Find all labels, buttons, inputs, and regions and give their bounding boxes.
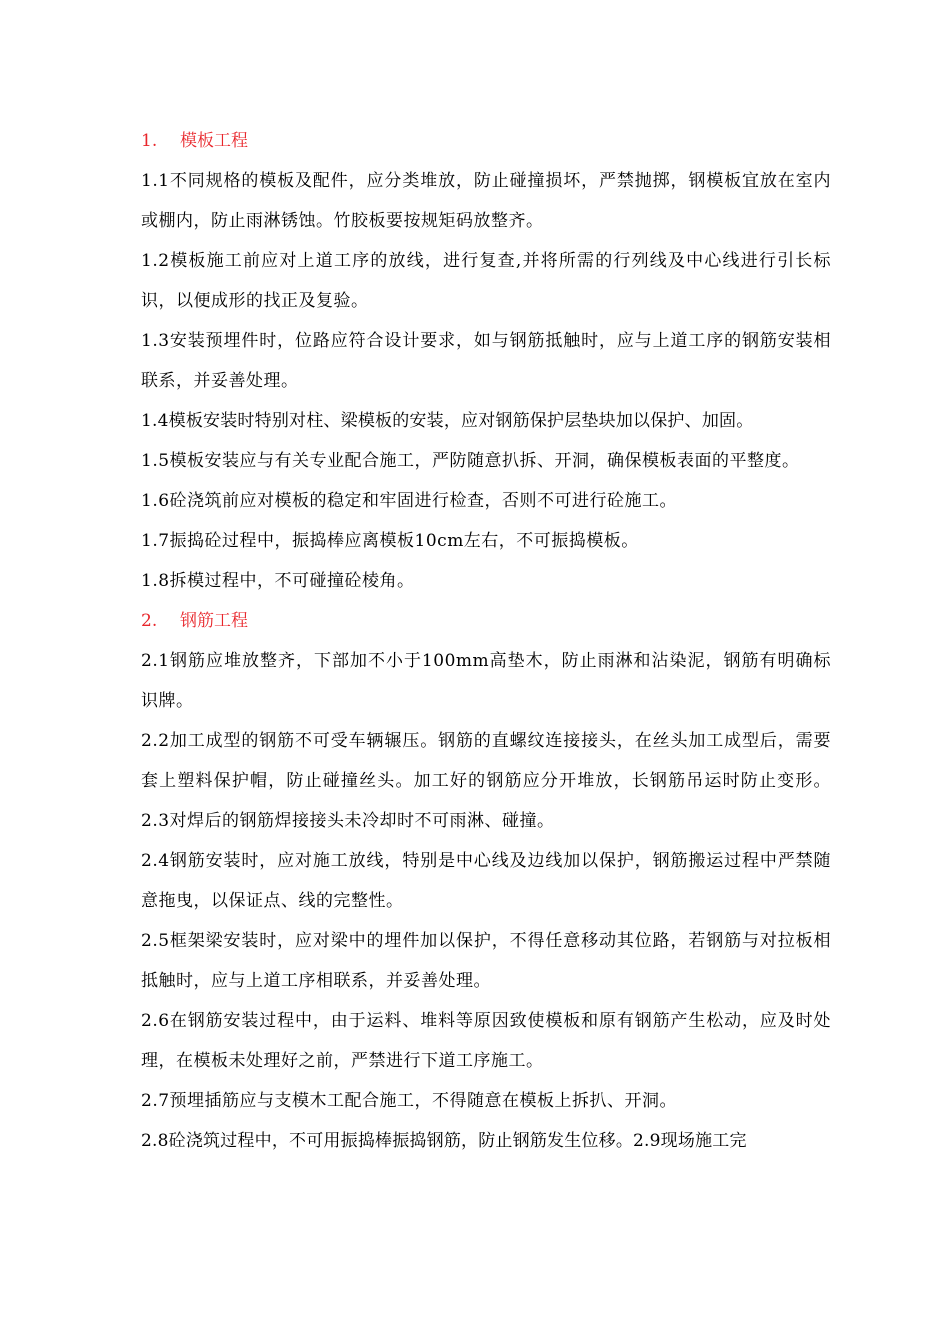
section-title: 钢筋工程 (180, 611, 248, 631)
paragraph-1-1: 1.1不同规格的模板及配件，应分类堆放，防止碰撞损坏，严禁抛掷，钢模板宜放在室内或棚内，防止雨淋锈蚀。竹胶板要按规矩码放整齐。 (141, 171, 831, 231)
paragraph-2-8: 2.8砼浇筑过程中，不可用振捣棒振捣钢筋，防止钢筋发生位移。2.9现场施工完 (141, 1131, 747, 1151)
paragraph-1-3: 1.3安装预埋件时，位路应符合设计要求，如与钢筋抵触时，应与上道工序的钢筋安装相联系，并妥善处理。 (141, 331, 831, 391)
paragraph-1-8: 1.8拆模过程中，不可碰撞砼棱角。 (141, 571, 415, 591)
paragraph-1-2: 1.2模板施工前应对上道工序的放线，进行复查,并将所需的行列线及中心线进行引长标识，以便成形的找正及复验。 (141, 251, 831, 311)
paragraph-1-6: 1.6砼浇筑前应对模板的稳定和牢固进行检查，否则不可进行砼施工。 (141, 491, 678, 511)
section-title: 模板工程 (180, 131, 248, 151)
section-number: 2. (141, 611, 158, 631)
section-heading-formwork (141, 121, 831, 161)
section-number: 1. (141, 131, 158, 151)
paragraph-2-4: 2.4钢筋安装时，应对施工放线，特别是中心线及边线加以保护，钢筋搬运过程中严禁随意拖曳，以保证点、线的完整性。 (141, 851, 831, 911)
paragraph-1-7: 1.7振捣砼过程中，振捣棒应离模板10cm左右，不可振捣模板。 (141, 531, 639, 551)
paragraph-1-4: 1.4模板安装时特别对柱、梁模板的安装，应对钢筋保护层垫块加以保护、加固。 (141, 411, 754, 431)
paragraph-2-7: 2.7预埋插筋应与支模木工配合施工，不得随意在模板上拆扒、开洞。 (141, 1091, 678, 1111)
paragraph-2-5: 2.5框架梁安装时，应对梁中的埋件加以保护，不得任意移动其位路，若钢筋与对拉板相抵触时，应与上道工序相联系，并妥善处理。 (141, 931, 831, 991)
section-heading-rebar (141, 601, 831, 641)
paragraph-2-2: 2.2加工成型的钢筋不可受车辆辗压。钢筋的直螺纹连接接头，在丝头加工成型后，需要套上塑料保护帽，防止碰撞丝头。加工好的钢筋应分开堆放，长钢筋吊运时防止变形。2.3对焊后的钢筋焊接接头未冷却时不可雨淋、碰撞。 (141, 731, 831, 831)
paragraph-1-5: 1.5模板安装应与有关专业配合施工，严防随意扒拆、开洞，确保模板表面的平整度。 (141, 451, 800, 471)
paragraph-2-1: 2.1钢筋应堆放整齐，下部加不小于100mm高垫木，防止雨淋和沾染泥，钢筋有明确标识牌。 (141, 651, 831, 711)
document-body (141, 121, 831, 1161)
paragraph-2-6: 2.6在钢筋安装过程中，由于运料、堆料等原因致使模板和原有钢筋产生松动，应及时处理，在模板未处理好之前，严禁进行下道工序施工。 (141, 1011, 831, 1071)
